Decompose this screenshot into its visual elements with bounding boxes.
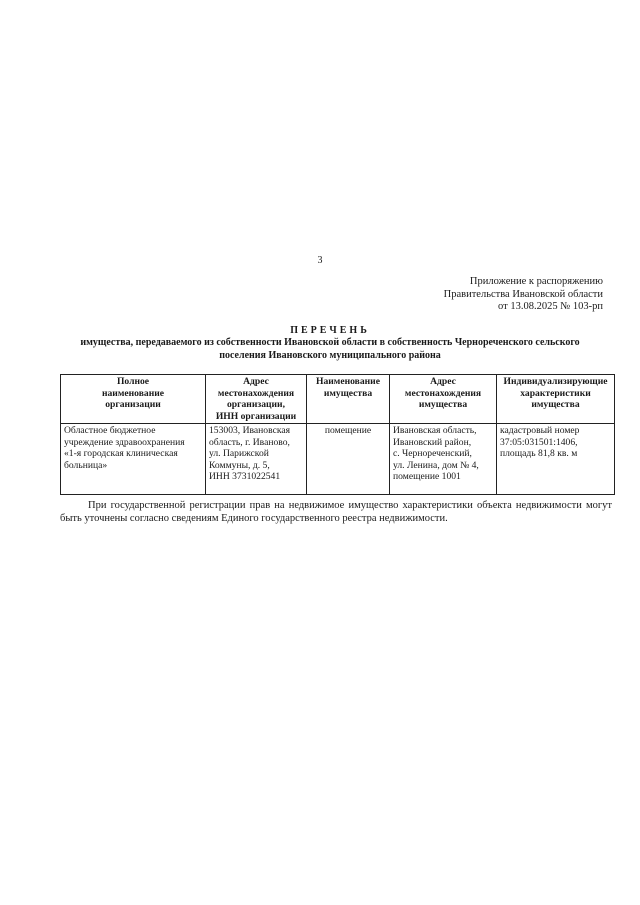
table-row: [61, 424, 615, 495]
cell-org-name: Областное бюджетное учреждение здравоохранения «1-я городская клиническая больница»: [61, 424, 206, 495]
document-title: ПЕРЕЧЕНЬ: [290, 325, 370, 336]
cell-property-name: помещение: [307, 424, 390, 495]
appendix-reference: [444, 276, 603, 314]
appendix-line: от 13.08.2025 № 103-рп: [498, 301, 603, 312]
cell-org-address: 153003, Ивановская область, г. Иваново, ул. Парижской Коммуны, д. 5, ИНН 3731022541: [206, 424, 307, 495]
property-table: [60, 374, 615, 495]
cell-property-characteristics: кадастровый номер 37:05:031501:1406, площадь 81,8 кв. м: [497, 424, 615, 495]
page-number: 3: [317, 255, 323, 266]
table-header-row: [61, 375, 615, 424]
header-property-name: Наименование имущества: [307, 375, 390, 424]
document-subtitle: [40, 337, 620, 362]
registration-note: При государственной регистрации прав на недвижимое имущество характеристики объекта недвижимости могут быть уточнены согласно сведениям Единого государственного реестра недвижимости.: [60, 500, 612, 524]
header-property-address: Адрес местонахождения имущества: [390, 375, 497, 424]
header-property-characteristics: Индивидуализирующие характеристики имущества: [497, 375, 615, 424]
cell-property-address: Ивановская область, Ивановский район, с. Чернореченский, ул. Ленина, дом № 4, помещение 1001: [390, 424, 497, 495]
subtitle-line: поселения Ивановского муниципального района: [219, 349, 441, 361]
header-org-address: Адрес местонахождения организации, ИНН организации: [206, 375, 307, 424]
appendix-line: Приложение к распоряжению: [469, 276, 603, 287]
appendix-line: Правительства Ивановской области: [443, 288, 603, 300]
header-org-name: Полное наименование организации: [61, 375, 206, 424]
subtitle-line: имущества, передаваемого из собственности Ивановской области в собственность Чернореченского сельского: [80, 337, 580, 348]
